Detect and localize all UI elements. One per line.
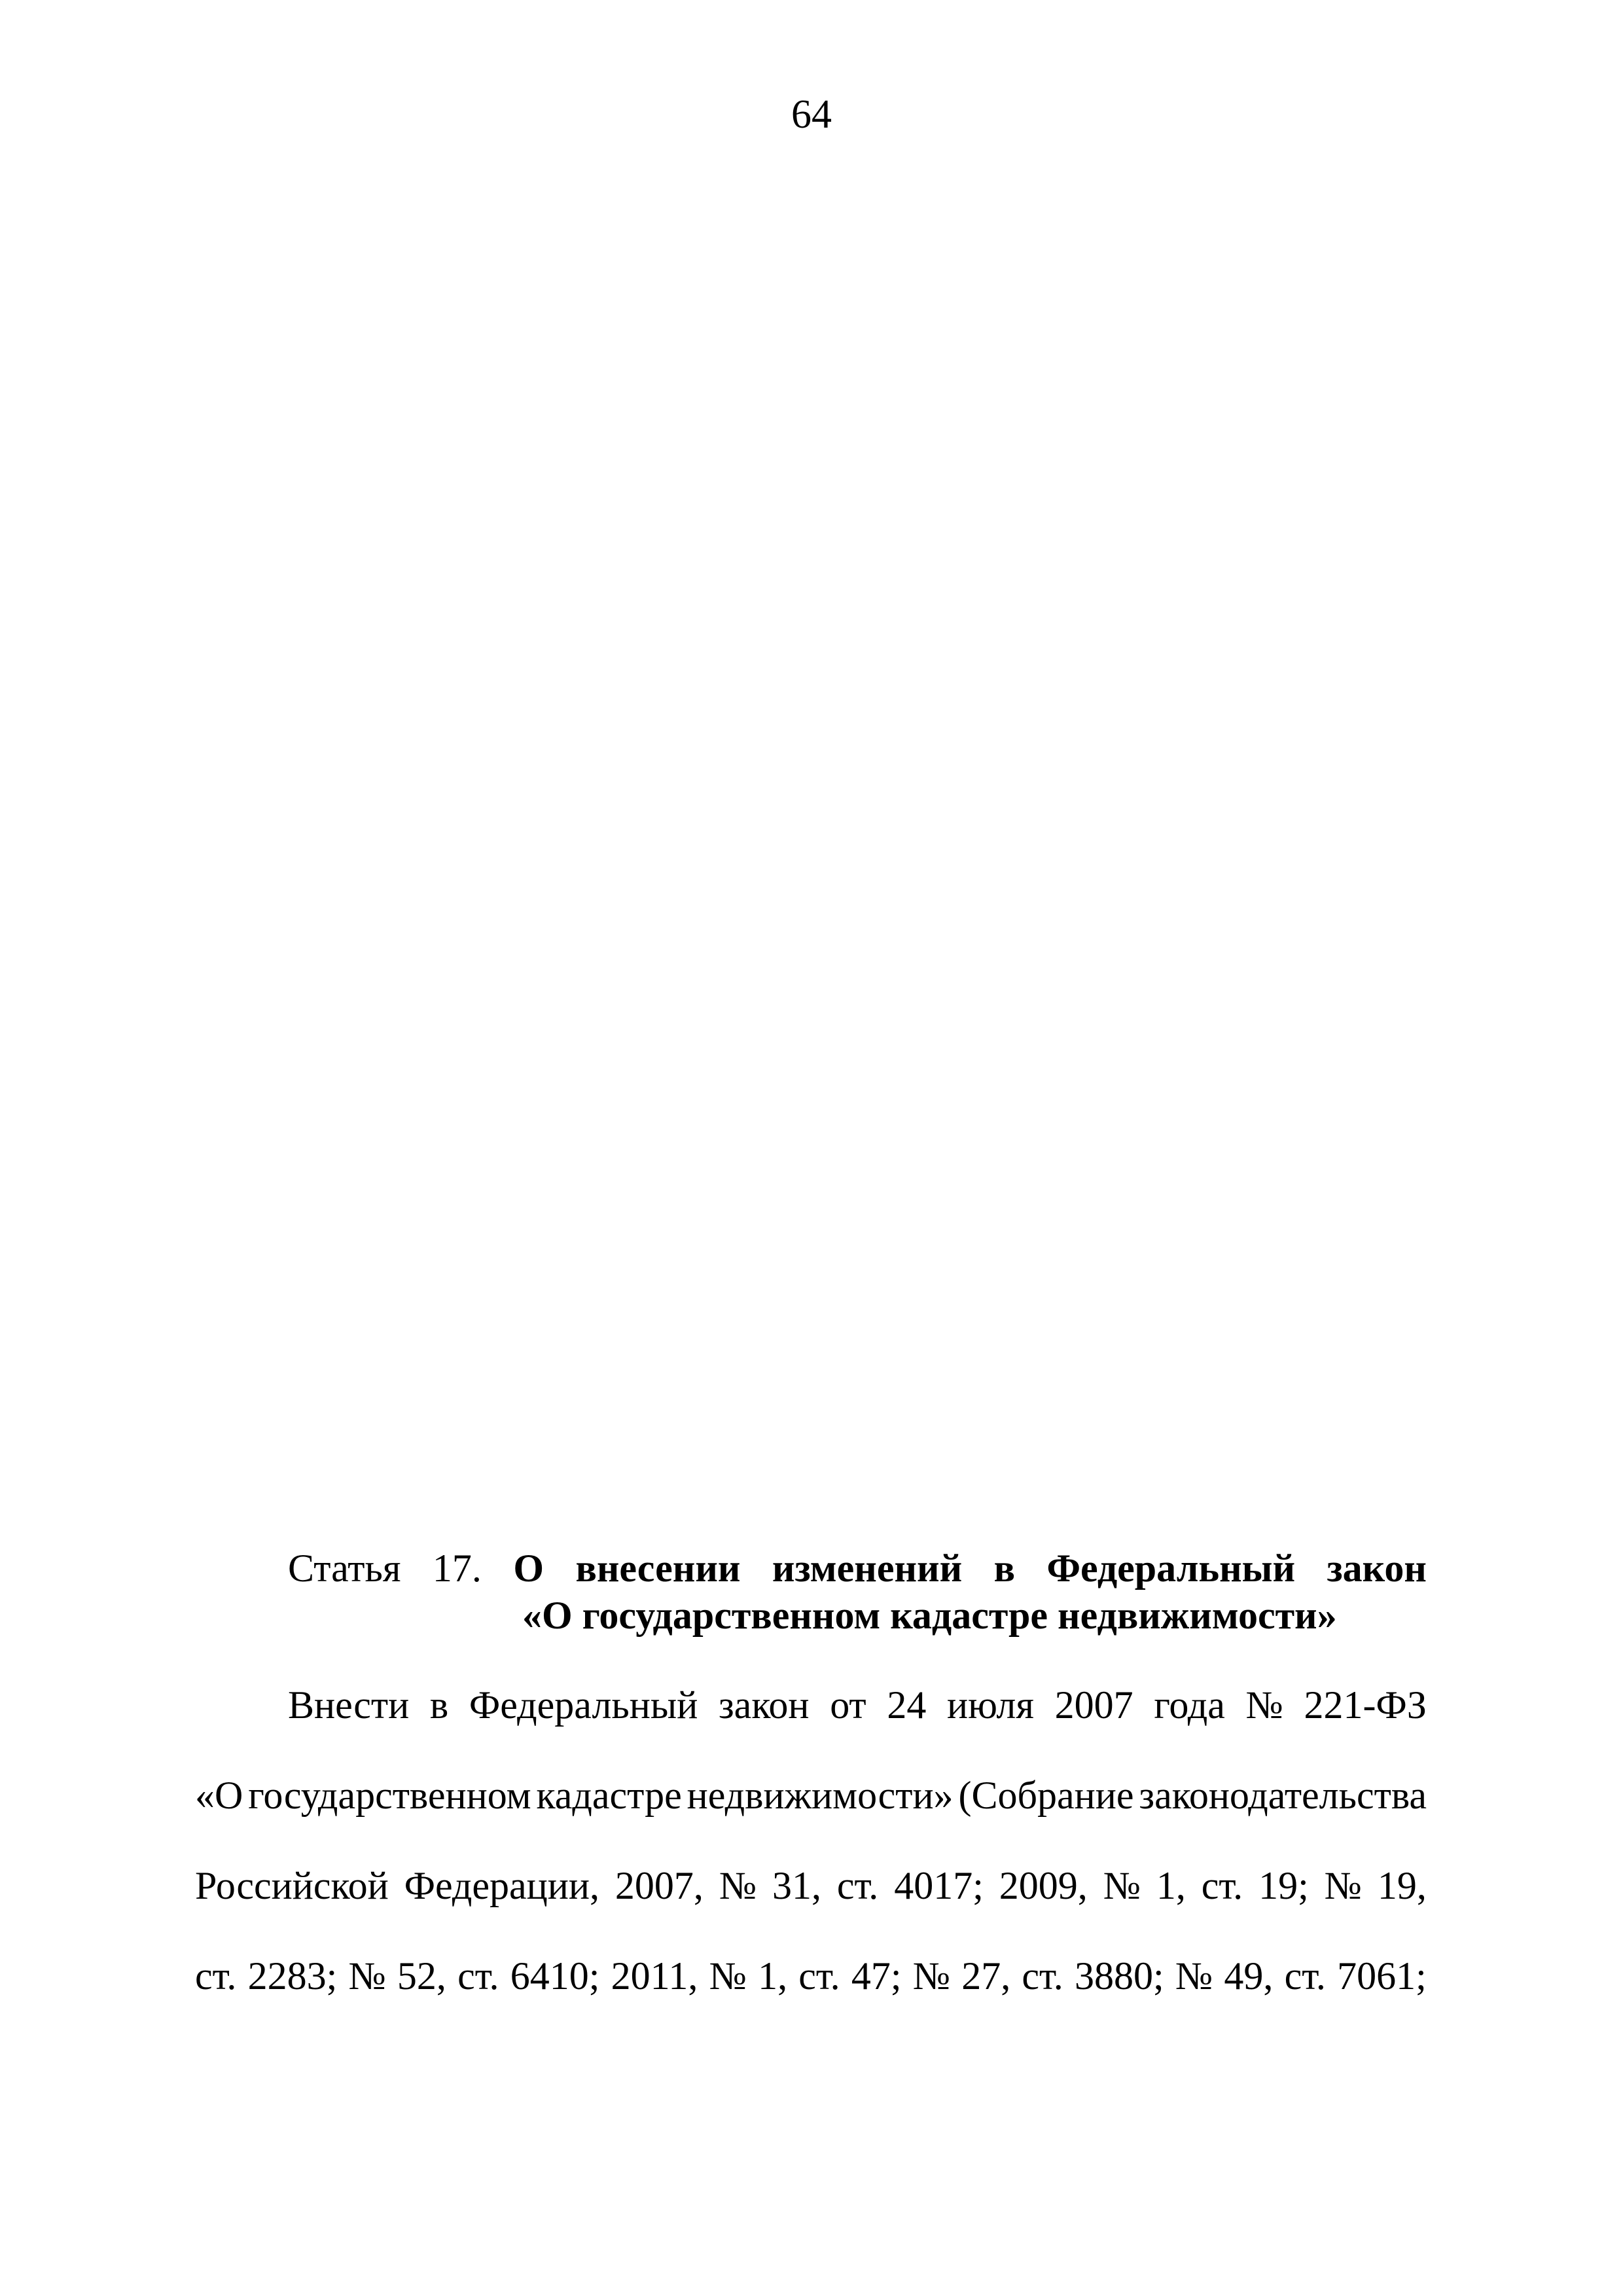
body-word: государственном	[248, 1774, 531, 1817]
body-word: Федеральный	[469, 1683, 698, 1727]
article-heading-line-1	[288, 1545, 1427, 1592]
body-word: 2011,	[611, 1954, 698, 1998]
body-word: 2283;	[247, 1954, 338, 1998]
body-word: ст.	[1022, 1954, 1063, 1998]
body-line	[195, 1953, 1427, 1999]
body-line	[195, 1863, 1427, 1909]
body-line	[195, 1682, 1427, 1728]
body-word: 6410;	[510, 1954, 600, 1998]
body-word: года	[1154, 1683, 1225, 1727]
body-word: №	[912, 1954, 950, 1998]
body-word: «О	[195, 1774, 243, 1817]
article-heading	[288, 1545, 1427, 1639]
body-word: ст.	[836, 1864, 879, 1907]
body-word: №	[1324, 1864, 1362, 1907]
body-word: №	[709, 1954, 747, 1998]
heading-word: в	[993, 1547, 1016, 1590]
body-word: ст.	[798, 1954, 840, 1998]
heading-word: закон	[1327, 1547, 1427, 1590]
body-word: 221-ФЗ	[1304, 1683, 1427, 1727]
body-word: кадастре	[536, 1774, 682, 1817]
body-word: 31,	[772, 1864, 821, 1907]
body-word: №	[719, 1864, 757, 1907]
body-word: 2009,	[999, 1864, 1088, 1907]
body-word: Федерации,	[404, 1864, 599, 1907]
body-word: законодательства	[1139, 1774, 1427, 1817]
body-word: 19;	[1258, 1864, 1309, 1907]
body-word: 49,	[1224, 1954, 1274, 1998]
heading-word: изменений	[772, 1547, 963, 1590]
body-word: ст.	[1284, 1954, 1326, 1998]
body-word: №	[348, 1954, 386, 1998]
body-word: 2007,	[615, 1864, 704, 1907]
body-word: ст.	[195, 1954, 237, 1998]
body-word: закон	[718, 1683, 810, 1727]
body-line	[195, 1772, 1427, 1818]
body-word: 19,	[1377, 1864, 1427, 1907]
body-word: (Собрание	[958, 1774, 1134, 1817]
body-word: 7061;	[1337, 1954, 1427, 1998]
body-word: Российской	[195, 1864, 389, 1907]
body-word: №	[1103, 1864, 1141, 1907]
body-word: №	[1245, 1683, 1283, 1727]
body-word: №	[1175, 1954, 1213, 1998]
body-word: Внести	[288, 1683, 410, 1727]
body-word: в	[429, 1683, 449, 1727]
body-word: 47;	[851, 1954, 902, 1998]
body-word: 27,	[961, 1954, 1011, 1998]
body-word: 3880;	[1074, 1954, 1164, 1998]
page-number: 64	[791, 92, 832, 137]
heading-word: Федеральный	[1046, 1547, 1296, 1590]
body-word: 52,	[397, 1954, 446, 1998]
body-word: 1,	[758, 1954, 788, 1998]
heading-word: 17.	[432, 1547, 482, 1590]
body-word: 2007	[1054, 1683, 1133, 1727]
body-word: 4017;	[894, 1864, 984, 1907]
body-word: 24	[887, 1683, 927, 1727]
article-heading-line-2: «О государственном кадастре недвижимости»	[522, 1594, 1337, 1637]
article-body	[195, 1682, 1427, 2043]
body-word: ст.	[457, 1954, 499, 1998]
body-word: недвижимости»	[687, 1774, 954, 1817]
body-word: от	[830, 1683, 866, 1727]
heading-word: внесении	[575, 1547, 741, 1590]
body-word: июля	[946, 1683, 1034, 1727]
body-word: ст.	[1201, 1864, 1243, 1907]
heading-word: Статья	[288, 1547, 401, 1590]
body-word: 1,	[1156, 1864, 1186, 1907]
heading-word: О	[513, 1547, 544, 1590]
